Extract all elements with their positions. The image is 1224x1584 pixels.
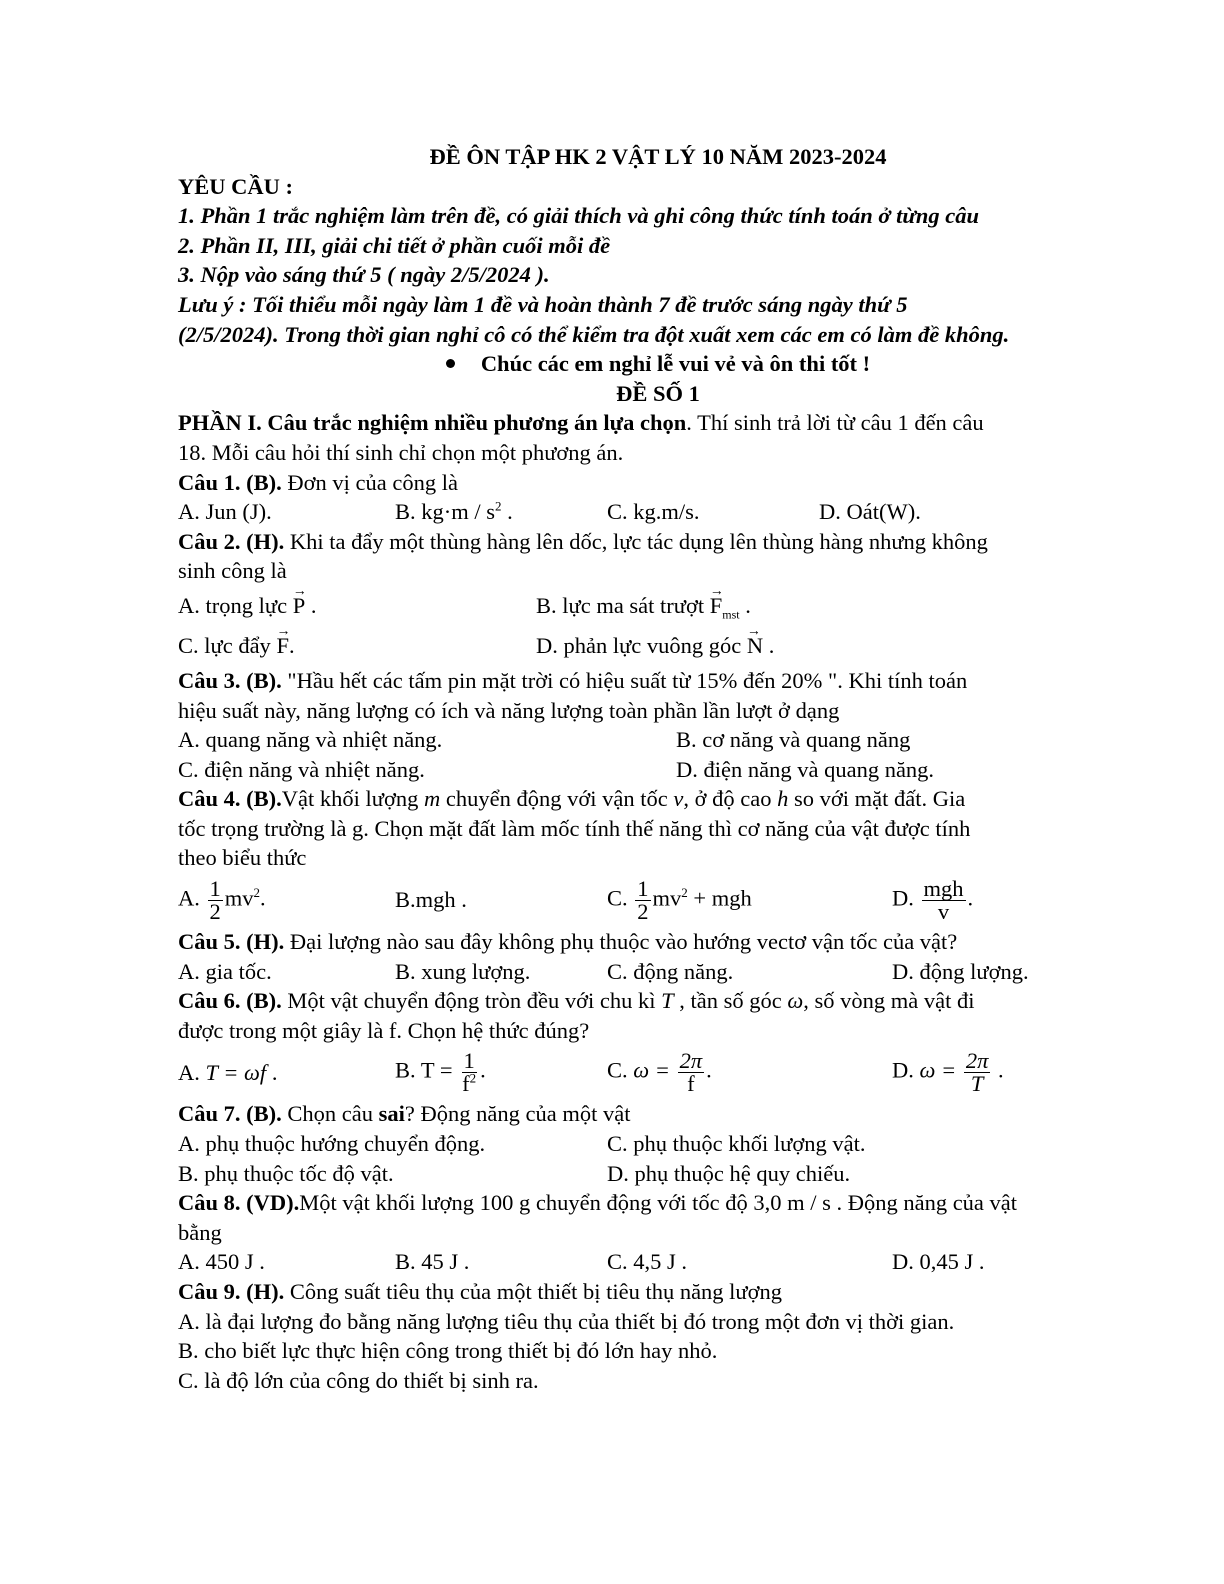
q2-options-row-2 xyxy=(178,626,1138,666)
part1-intro xyxy=(178,408,1138,438)
q7-option-a: A. phụ thuộc hướng chuyển động. xyxy=(178,1131,486,1157)
question-4-cont: tốc trọng trường là g. Chọn mặt đất làm mốc tính thế năng thì cơ năng của vật được tính xyxy=(178,815,971,841)
note-line-2: (2/5/2024). Trong thời gian nghỉ cô có thể kiểm tra đột xuất xem các em có làm đề không. xyxy=(178,321,1010,347)
q7-options-row-2 xyxy=(178,1159,1138,1189)
q1-label: Câu 1. (B). xyxy=(178,469,282,495)
requirement-3: 3. Nộp vào sáng thứ 5 ( ngày 2/5/2024 ). xyxy=(178,262,550,288)
question-9: Câu 9. (H). Công suất tiêu thụ của một thiết bị tiêu thụ năng lượng xyxy=(178,1279,783,1304)
q6-option-d: D. ω = $\frac{2\pi}{T}$ . xyxy=(892,1047,1004,1096)
q3-option-d: D. điện năng và quang năng. xyxy=(676,756,935,782)
q1-option-d: D. Oát(W). xyxy=(819,499,921,525)
exam-number: ĐỀ SỐ 1 xyxy=(616,380,700,406)
q5-option-a: A. gia tốc. xyxy=(178,958,272,984)
q5-options xyxy=(178,957,1138,987)
wish-text: Chúc các em nghỉ lễ vui vẻ và ôn thi tốt ! xyxy=(480,351,871,377)
question-4: Câu 4. (B).Vật khối lượng m chuyển động với vận tốc v, ở độ cao h so với mặt đất. Gia xyxy=(178,786,966,812)
q1-option-c: C. kg.m/s. xyxy=(607,499,700,525)
q8-option-a: A. 450 J . xyxy=(178,1249,265,1275)
q6-option-c: C. ω = $\frac{2\pi}{f}$ . xyxy=(607,1047,712,1096)
q9-option-c: C. là độ lớn của công do thiết bị sinh ra. xyxy=(178,1367,539,1393)
requirement-2: 2. Phần II, III, giải chi tiết ở phần cuối mỗi đề xyxy=(178,232,611,258)
question-4-cont-2: theo biểu thức xyxy=(178,845,307,871)
q1-text: Đơn vị của công là xyxy=(281,469,458,495)
q1-options xyxy=(178,497,1138,527)
note-line-1: Lưu ý : Tối thiểu mỗi ngày làm 1 đề và hoàn thành 7 đề trước sáng ngày thứ 5 xyxy=(178,291,908,317)
q7-option-b: B. phụ thuộc tốc độ vật. xyxy=(178,1160,394,1186)
exam-title: ĐỀ ÔN TẬP HK 2 VẬT LÝ 10 NĂM 2023-2024 xyxy=(429,144,887,169)
wish-line xyxy=(178,349,1138,379)
q9-option-a: A. là đại lượng đo bằng năng lượng tiêu thụ của thiết bị đó trong một đơn vị thời gian. xyxy=(178,1308,955,1334)
q3-options-row-1 xyxy=(178,725,1138,755)
part1-desc-2: 18. Mỗi câu hỏi thí sinh chỉ chọn một phương án. xyxy=(178,439,624,465)
q5-option-b: B. xung lượng. xyxy=(395,958,531,984)
q8-option-c: C. 4,5 J . xyxy=(607,1249,688,1275)
q4-options xyxy=(178,873,1138,927)
part1-desc: . Thí sinh trả lời từ câu 1 đến câu xyxy=(686,410,984,436)
q9-option-b: B. cho biết lực thực hiện công trong thiết bị đó lớn hay nhỏ. xyxy=(178,1338,718,1364)
question-7: Câu 7. (B). Chọn câu sai? Động năng của một vật xyxy=(178,1101,631,1127)
q7-options-row-1 xyxy=(178,1129,1138,1159)
q2-options-row-1 xyxy=(178,586,1138,626)
question-8-cont: bằng xyxy=(178,1219,222,1245)
bullet-icon xyxy=(446,359,455,368)
q1-option-a: A. Jun (J). xyxy=(178,499,272,525)
q3-option-c: C. điện năng và nhiệt năng. xyxy=(178,756,425,782)
q5-option-d: D. động lượng. xyxy=(892,958,1029,984)
requirement-1: 1. Phần 1 trắc nghiệm làm trên đề, có giải thích và ghi công thức tính toán ở từng câu xyxy=(178,203,980,229)
q3-option-b: B. cơ năng và quang năng xyxy=(676,727,911,753)
q2-option-b: B. lực ma sát trượt → $F_{mst}$ . xyxy=(536,591,751,621)
question-3-cont: hiệu suất này, năng lượng có ích và năng lượng toàn phần lần lượt ở dạng xyxy=(178,697,840,723)
question-2: Câu 2. (H). Khi ta đẩy một thùng hàng lên dốc, lực tác dụng lên thùng hàng nhưng không xyxy=(178,528,988,554)
q3-option-a: A. quang năng và nhiệt năng. xyxy=(178,727,443,753)
q2-option-c: C. lực đẩy → F. xyxy=(178,631,536,661)
q6-options xyxy=(178,1045,1138,1099)
q8-option-d: D. 0,45 J . xyxy=(892,1249,985,1275)
q4-option-b: B.mgh . xyxy=(395,887,467,913)
q5-option-c: C. động năng. xyxy=(607,958,734,984)
question-8: Câu 8. (VD).Một vật khối lượng 100 g chuyển động với tốc độ 3,0 m / s . Động năng của vật xyxy=(178,1190,1018,1216)
question-5: Câu 5. (H). Đại lượng nào sau đây không phụ thuộc vào hướng vectơ vận tốc của vật? xyxy=(178,929,958,955)
q6-option-b: B. T = $\frac{1}{f^2}$ . xyxy=(395,1047,486,1096)
q6-option-a: A. T = ωf . xyxy=(178,1059,278,1085)
q4-option-a: A. $\frac{1}{2}$ $mv^2$. xyxy=(178,875,266,924)
q7-option-d: D. phụ thuộc hệ quy chiếu. xyxy=(607,1160,851,1186)
q4-option-d: D. $\frac{\text{mgh}}{v}$ . xyxy=(892,875,974,924)
requirements-heading: YÊU CẦU : xyxy=(178,173,293,199)
question-3: Câu 3. (B). "Hầu hết các tấm pin mặt trời có hiệu suất từ 15% đến 20% ". Khi tính toán xyxy=(178,667,968,693)
q7-option-c: C. phụ thuộc khối lượng vật. xyxy=(607,1131,866,1157)
exam-page xyxy=(178,142,1138,1395)
part1-title: PHẦN I. Câu trắc nghiệm nhiều phương án lựa chọn xyxy=(178,410,687,436)
question-6-cont: được trong một giây là f. Chọn hệ thức đúng? xyxy=(178,1017,590,1043)
q2-option-d: D. phản lực vuông góc → N . xyxy=(536,631,774,661)
question-6: Câu 6. (B). Một vật chuyển động tròn đều với chu kì T , tần số góc ω, số vòng mà vật đi xyxy=(178,988,975,1014)
q1-option-b: B. $kg\cdot m / s^2$ . xyxy=(395,498,513,525)
q8-option-b: B. 45 J . xyxy=(395,1249,470,1275)
q2-option-a: A. trọng lực → P . xyxy=(178,591,536,621)
question-1 xyxy=(178,468,1138,498)
q4-option-c: C. $\frac{1}{2}$ $mv^2$ + mgh xyxy=(607,875,752,924)
q3-options-row-2 xyxy=(178,755,1138,785)
question-2-cont: sinh công là xyxy=(178,558,287,584)
q8-options xyxy=(178,1247,1138,1277)
